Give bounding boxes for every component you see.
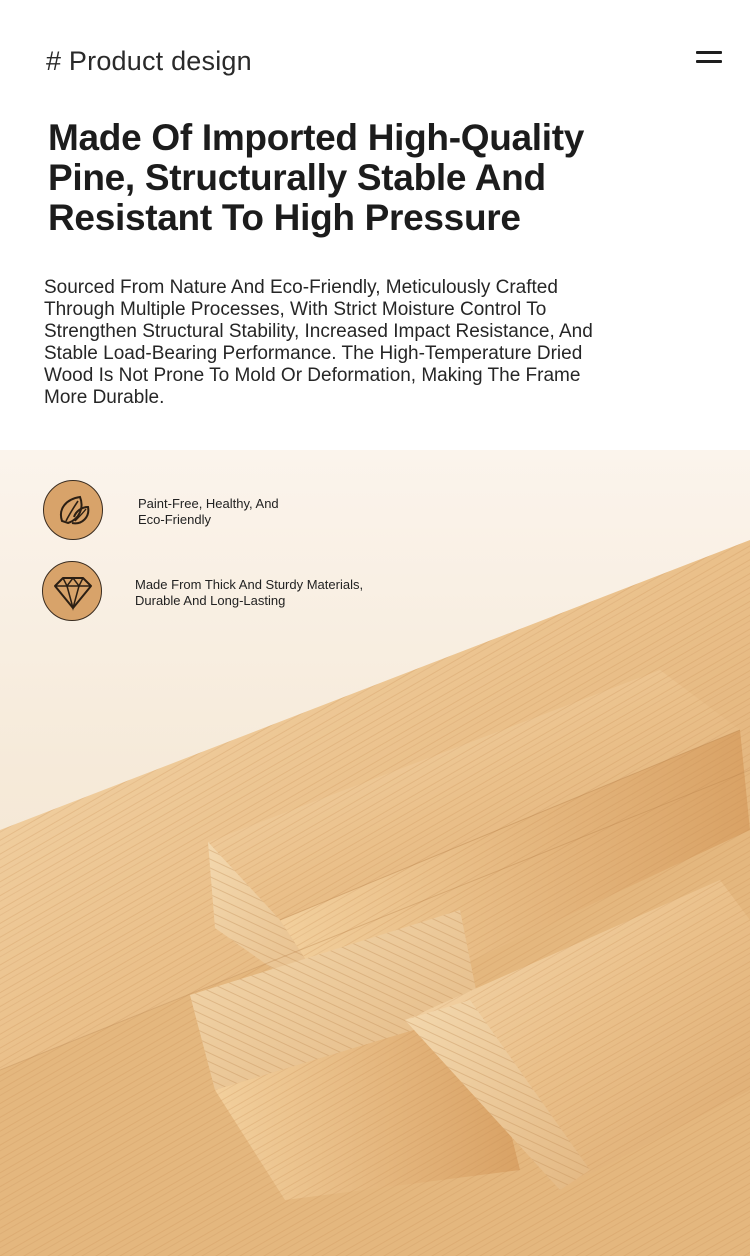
feature-eco-friendly-line-2: Eco-Friendly xyxy=(138,512,211,527)
diamond-badge xyxy=(42,561,102,621)
feature-durable-line-2: Durable And Long-Lasting xyxy=(135,593,286,608)
headline-line-1: Made Of Imported High-Quality xyxy=(48,117,585,158)
hamburger-menu-icon[interactable] xyxy=(693,46,727,70)
description-line-6: More Durable. xyxy=(44,387,165,408)
menu-line-top xyxy=(696,51,722,54)
feature-eco-friendly-text xyxy=(138,496,398,528)
headline-line-2: Pine, Structurally Stable And xyxy=(48,157,546,198)
feature-durable-line-1: Made From Thick And Sturdy Materials, xyxy=(135,577,364,592)
section-label: # Product design xyxy=(46,46,252,76)
page-headline xyxy=(48,118,608,238)
feature-durable-text xyxy=(135,577,395,609)
leaf-badge xyxy=(43,480,103,540)
description-line-4: Stable Load-Bearing Performance. The High-Temperature Dried xyxy=(44,343,583,364)
pine-wood-image xyxy=(0,450,750,1256)
description-line-3: Strengthen Structural Stability, Increased Impact Resistance, And xyxy=(44,321,593,342)
headline-line-3: Resistant To High Pressure xyxy=(48,197,521,238)
product-description xyxy=(44,277,644,409)
feature-eco-friendly-line-1: Paint-Free, Healthy, And xyxy=(138,496,279,511)
leaf-icon xyxy=(44,481,104,541)
menu-line-bottom xyxy=(696,60,722,63)
description-line-5: Wood Is Not Prone To Mold Or Deformation, Making The Frame xyxy=(44,365,581,386)
diamond-icon xyxy=(43,562,103,622)
description-line-1: Sourced From Nature And Eco-Friendly, Meticulously Crafted xyxy=(44,277,558,298)
description-line-2: Through Multiple Processes, With Strict Moisture Control To xyxy=(44,299,547,320)
